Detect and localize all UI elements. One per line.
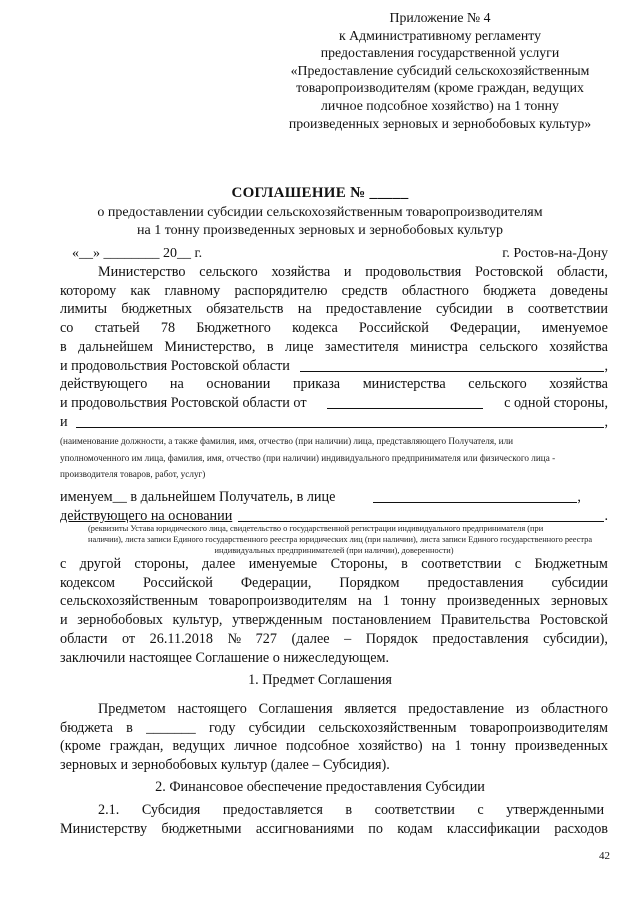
intro-line: и , — [60, 413, 608, 430]
section-1-heading: 1. Предмет Соглашения — [248, 672, 392, 688]
section-1-paragraph: Предметом настоящего Соглашения является предоставление из областного бюджета в _______ году субсидии сельскохозяйственным товаропроизводителям (кроме граждан, ведущих личное подсобное хозяйство) на 1 тонну произведенных зерновых и зернобобовых культур (далее – Субсидия). — [60, 701, 608, 774]
appendix-block — [270, 9, 610, 132]
blank-line — [327, 394, 483, 409]
intro-line: лимиты бюджетных обязательств на предоставление субсидии в соответствии — [60, 301, 608, 318]
section-2-paragraph: 2.1. Субсидия предоставляется в соответствии с утвержденными Министерству бюджетными ассигнованиями по кодам классификации расходов — [60, 802, 608, 837]
intro-paragraph — [60, 263, 608, 431]
intro-line: которому как главному распорядителю средств областного бюджета доведены — [60, 282, 608, 299]
recipient-paragraph — [60, 488, 608, 525]
section-2-heading: 2. Финансовое обеспечение предоставления Субсидии — [155, 779, 485, 795]
parties-paragraph: с другой стороны, далее именуемые Стороны, в соответствии с Бюджетным кодексом Российской Федерации, Порядком предоставления субсидии сельскохозяйственным товаропроизводителям на 1 тонну произведенных зерновых и зернобобовых культур, утвержденным постановлением Правительства Ростовской области от 26.11.2018 № 727 (далее – Порядок предоставления субсидии), заключили настоящее Соглашение о нижеследующем. — [60, 556, 608, 666]
recipient-line: именуем__ в дальнейшем Получатель, в лице , — [60, 489, 581, 505]
recipient-line: действующего на основании . — [60, 507, 608, 524]
footnote-position: (наименование должности, а также фамилия, имя, отчество (при наличии) лица, представляющего Получателя, или уполномоченного им лица, фамилия, имя, отчество (при наличии) индивидуального предпринимателя или физического лица - производителя товаров, работ, услуг) — [60, 436, 556, 479]
blank-line — [76, 413, 605, 428]
intro-line: и продовольствия Ростовской области , — [60, 357, 608, 374]
appendix-line: товаропроизводителям (кроме граждан, ведущих — [296, 80, 584, 96]
city: г. Ростов-на-Дону — [502, 246, 608, 261]
page-number: 42 — [599, 850, 610, 862]
appendix-line: произведенных зерновых и зернобобовых культур» — [288, 115, 592, 131]
subtitle-line: на 1 тонну произведенных зерновых и зернобобовых культур — [137, 223, 503, 238]
appendix-line: «Предоставление субсидий сельскохозяйственным — [290, 62, 590, 78]
intro-line: и продовольствия Ростовской области от с одной стороны, — [60, 394, 608, 411]
appendix-line: Приложение № 4 — [389, 10, 491, 25]
appendix-line: личное подсобное хозяйство) на 1 тонну — [321, 97, 559, 113]
footnote-requisites: (реквизиты Устава юридического лица, свидетельство о государственной регистрации индивидуального предпринимателя (при наличии), листа записи Единого государственного реестра юридических лиц (при наличии), листа записи Единого государственного реестра индивидуальных предпринимателей (при наличии), доверенности) — [88, 524, 593, 555]
document-title: СОГЛАШЕНИЕ № _____ — [231, 185, 409, 201]
blank-line — [300, 357, 605, 372]
intro-line: действующего на основании приказа министерства сельского хозяйства — [60, 376, 608, 393]
appendix-line: к Административному регламенту — [338, 27, 541, 43]
document-subtitle — [0, 204, 640, 240]
intro-line: со статьей 78 Бюджетного кодекса Российской Федерации, именуемое — [60, 320, 608, 337]
appendix-line: предоставления государственной услуги — [320, 45, 560, 61]
intro-line: Министерство сельского хозяйства и продовольствия Ростовской области, — [98, 264, 608, 280]
subtitle-line: о предоставлении субсидии сельскохозяйственным товаропроизводителям — [97, 205, 543, 220]
blank-line — [373, 488, 577, 503]
intro-line: в дальнейшем Министерство, в лице заместителя министра сельского хозяйства — [60, 338, 608, 355]
blank-line — [238, 507, 604, 522]
date-line: «__» ________ 20__ г. — [72, 246, 203, 261]
